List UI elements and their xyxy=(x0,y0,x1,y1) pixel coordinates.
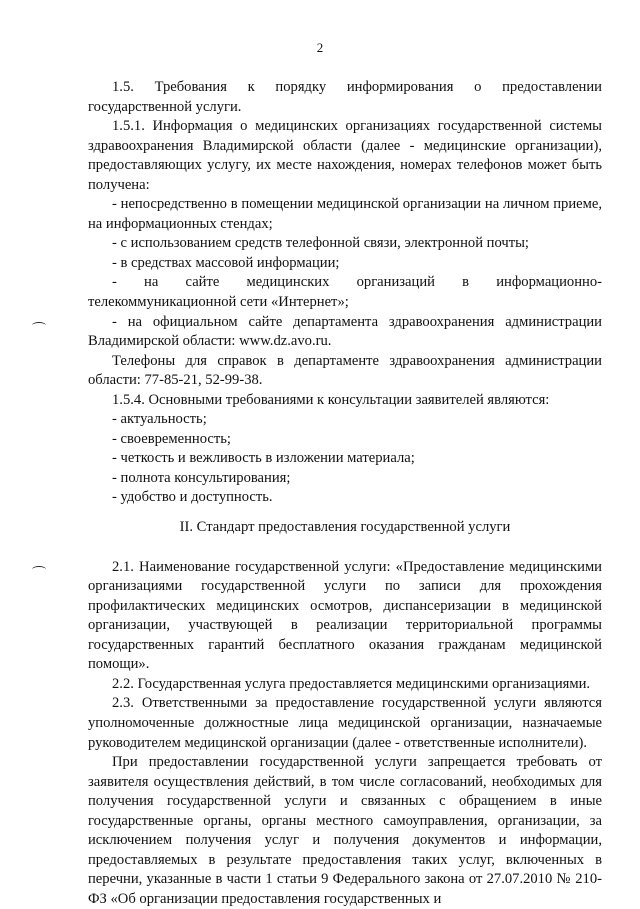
paragraph-2-3: 2.3. Ответственными за предоставление государственной услуги являются уполномоченные должностные лица медицинской организации, назначаемые руководителем медицинской организации (далее - ответственные исполнители). xyxy=(88,695,602,751)
list-item: - на официальном сайте департамента здравоохранения администрации Владимирской области: www.dz.avo.ru. xyxy=(88,313,602,350)
list-item: - в средствах массовой информации; xyxy=(112,254,340,271)
paragraph-2-1: 2.1. Наименование государственной услуги: «Предоставление медицинскими организациями государственной услуги по записи для прохождения профилактических медицинских осмотров, диспансеризации в медицинской организации, участвующей в реализации территориальной программы государственных гарантий бесплатного оказания гражданам медицинской помощи». xyxy=(88,558,602,673)
document-body xyxy=(88,78,602,909)
paragraph-prohibition: При предоставлении государственной услуги запрещается требовать от заявителя осуществления действий, в том числе согласований, необходимых для получения государственной услуги и связанных с обращением в иные государственные органы, органы местного самоуправления, организации, за исключением получения услуг и получения документов и информации, предоставляемых в результате предоставления таких услуг, включенных в перечни, указанные в части 1 статьи 9 Федерального закона от 27.07.2010 № 210-ФЗ «Об организации предоставления государственных и xyxy=(88,754,602,907)
paragraph-1-5-1: 1.5.1. Информация о медицинских организациях государственной системы здравоохранения Владимирской области (далее - медицинские организации), предоставляющих услугу, их месте нахождения, номерах телефонов может быть получена: xyxy=(88,118,602,193)
list-item: - с использованием средств телефонной связи, электронной почты; xyxy=(112,235,529,252)
requirement-item: - актуальность; xyxy=(112,411,207,428)
requirement-item: - своевременность; xyxy=(112,430,231,447)
page-number: 2 xyxy=(316,40,324,55)
margin-mark xyxy=(32,566,46,573)
requirement-item: - полнота консультирования; xyxy=(112,469,291,486)
section-1-5-intro: 1.5. Требования к порядку информирования о предоставлении государственной услуги. xyxy=(88,79,602,115)
phones-paragraph: Телефоны для справок в департаменте здравоохранения администрации области: 77-85-21, 52-99-38. xyxy=(88,352,602,389)
paragraph-1-5-4: 1.5.4. Основными требованиями к консультации заявителей являются: xyxy=(112,391,550,408)
paragraph-2-2: 2.2. Государственная услуга предоставляется медицинскими организациями. xyxy=(112,675,591,692)
requirement-item: - четкость и вежливость в изложении материала; xyxy=(112,450,415,467)
list-item: - на сайте медицинских организаций в информационно-телекоммуникационной сети «Интернет»; xyxy=(88,274,602,311)
requirement-item: - удобство и доступность. xyxy=(112,489,273,506)
list-item: - непосредственно в помещении медицинской организации на личном приеме, на информационных стендах; xyxy=(88,196,602,232)
margin-mark xyxy=(32,322,46,329)
section-heading: II. Стандарт предоставления государственной услуги xyxy=(179,519,511,536)
